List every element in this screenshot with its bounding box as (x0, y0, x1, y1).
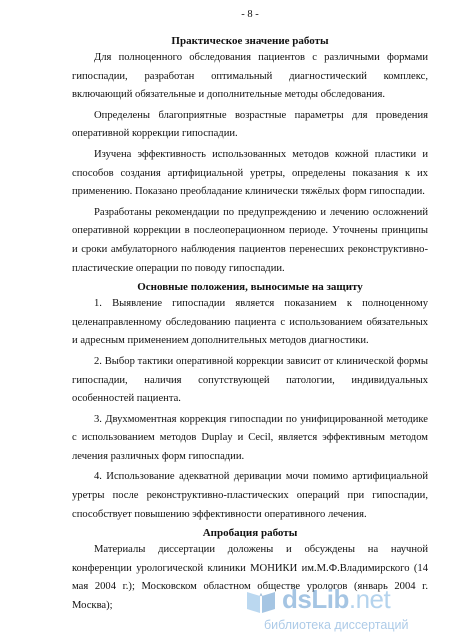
paragraph: Разработаны рекомендации по предупреждению и лечению осложнений оперативной коррекции в послеоперационном периоде. Уточнены принципы и сроки амбулаторного наблюдения пациентов перенесших реконструктивно-пластические операции по поводу гипоспадии. (72, 206, 428, 274)
numbered-paragraph: 4. Использование адекватной деривации мочи помимо артифициальной уретры после реконструктивно-пластических операций при гипоспадии, способствует повышению эффективности оперативного лечения. (72, 471, 428, 520)
paragraph: Материалы диссертации доложены и обсуждены на научной конференции урологической клиники МОНИКИ им.М.Ф.Владимирского (14 мая 2004 г.); Московском областном обществе урологов (январь 2004 г. Москва); (72, 544, 428, 612)
book-logo-icon (244, 586, 278, 616)
paragraph: Для полноценного обследования пациентов с различными формами гипоспадии, разработан оптимальный диагностический комплекс, включающий обязательные и дополнительные методы обследования. (72, 52, 428, 101)
page-number: - 8 - (241, 9, 259, 20)
paragraph: Определены благоприятные возрастные параметры для проведения оперативной коррекции гипоспадии. (72, 109, 428, 140)
watermark-brand: dsLib.net (282, 584, 391, 614)
section-heading-practical-significance: Практическое значение работы (171, 35, 329, 47)
paragraph: Изучена эффективность использованных методов кожной пластики и способов создания артифициальной уретры, определены показания к их применению. Показано преобладание клинически тяжёлых форм гипоспадии. (72, 148, 428, 198)
section-heading-approbation: Апробация работы (202, 527, 298, 540)
numbered-paragraph: 1. Выявление гипоспадии является показанием к полноценному целенаправленному обследованию пациента с использованием обязательных и адресным применением дополнительных методов диагностики. (72, 298, 428, 347)
dslib-watermark (244, 586, 444, 636)
numbered-paragraph: 2. Выбор тактики оперативной коррекции зависит от клинической формы гипоспадии, наличия сопутствующей патологии, индивидуальных особенностей пациента. (72, 355, 428, 405)
numbered-paragraph: 3. Двухмоментная коррекция гипоспадии по унифицированной методике с использованием методов Duplay и Cecil, является эффективным методом лечения различных форм гипоспадии. (72, 413, 428, 462)
watermark-subtitle: библиотека диссертаций (264, 618, 409, 632)
section-heading-defense-provisions: Основные положения, выносимые на защиту (137, 281, 363, 294)
